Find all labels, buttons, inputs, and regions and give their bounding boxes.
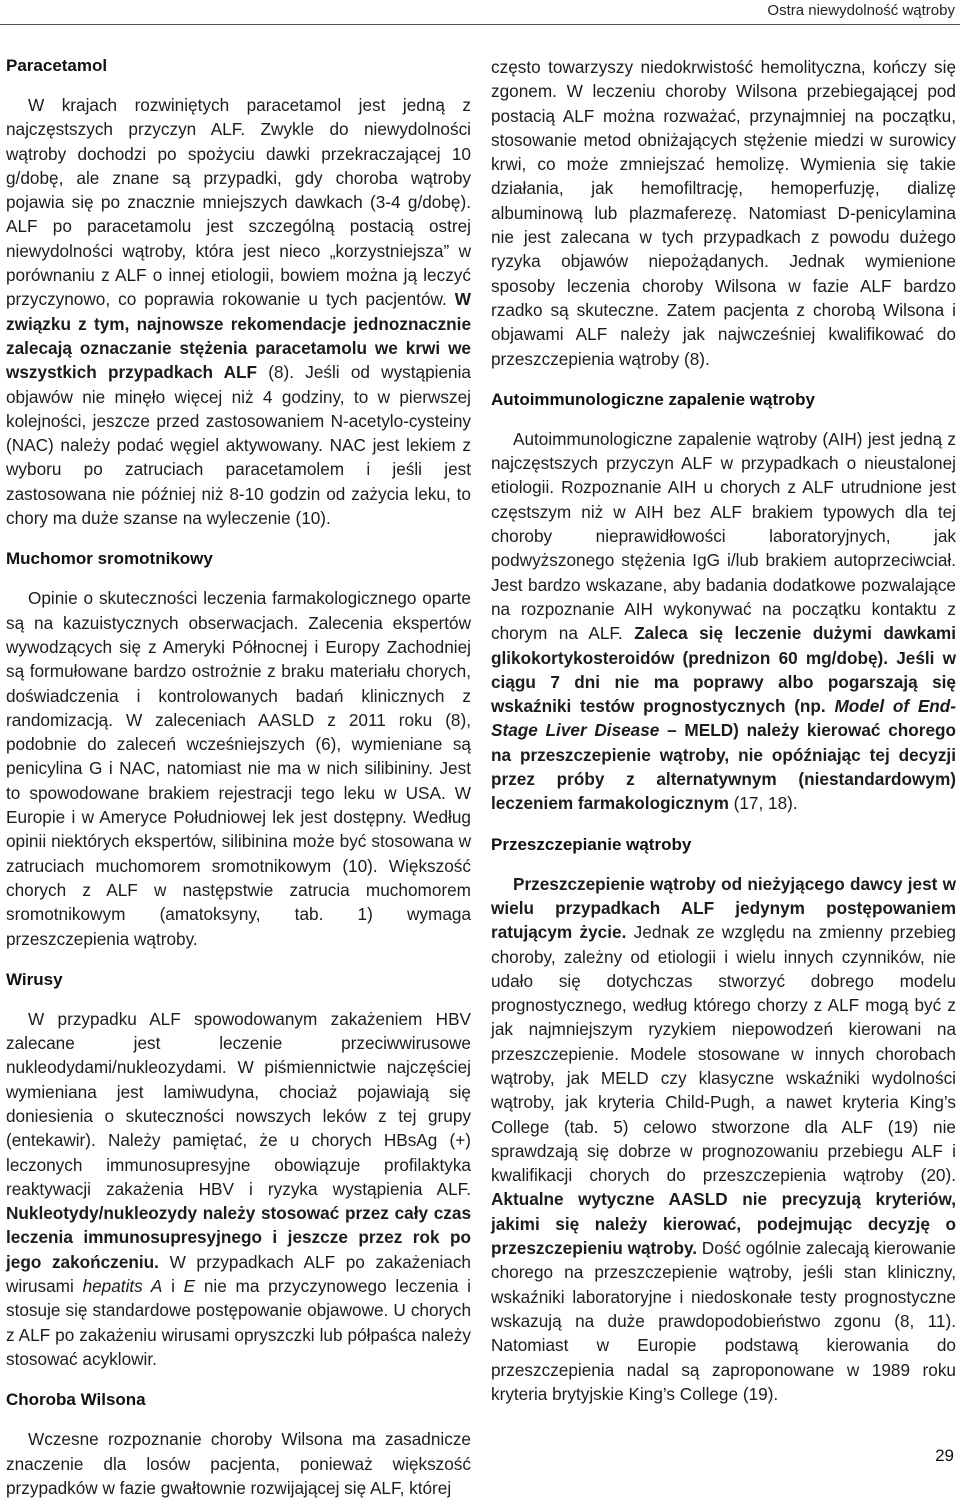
- header-rule: [0, 24, 960, 25]
- text-run: Dość ogólnie zalecają kierowanie chorego na przeszczepienie wątroby, jeśli stan kliniczny, wskaźniki laboratoryjne i niedoskonałe testy prognostyczne wskazują na duże prawdopodobieństwo zgonu (8, 11). Natomiast w Europie podstawą kierowania do przeszczepienia nadal są zaproponowane w 1989 roku kryteria brytyjskie King’s College (19).: [491, 1238, 956, 1404]
- page-number: 29: [935, 1446, 954, 1465]
- text-run: Jednak ze względu na zmienny przebieg choroby, zależny od etiologii i wielu innych czynników, nie udało się dotychczas stworzyć dobrego modelu prognostycznego, według którego chorzy z ALF mogą być z jak najmniejszym ryzykiem niepowodzeń kierowani na przeszczepienie. Modele stosowane w innych chorobach wątroby, jak MELD czy klasyczne wskaźniki wydolności wątroby, jak kryteria Child-Pugh, a nawet kryteria King’s College (tab. 5) celowo stworzone dla ALF (19) nie sprawdzają się dobrze w prognozowaniu przebiegu ALF i kwalifikacji chorych do przeszczepienia wątroby (20).: [491, 922, 956, 1186]
- bold-run: Przeszczepienie wątroby od nieżyjącego dawcy jest w wielu przypadkach ALF jedynym postępowaniem ratującym życie.: [491, 873, 956, 943]
- text-run: i: [162, 1276, 184, 1297]
- bold-italic-run: Model of End-Stage Liver Disease: [491, 696, 956, 741]
- right-column: [491, 55, 956, 1406]
- paragraph-wirusy: [6, 1007, 471, 1371]
- text-run: (8). Jeśli od wystąpienia objawów nie minęło więcej niż 4 godziny, to w pierwszej kolejności, jeszcze przed zastosowaniem N-acetylo-cysteiny (NAC) należy podać węgiel aktywowany. NAC jest lekiem z wyboru po zatruciach paracetamolem i jeśli jest zastosowana nie później niż 8-10 godzin od zażycia leku, to chory ma duże szanse na wyleczenie (10).: [6, 362, 471, 529]
- text-run: W przypadkach ALF po zakażeniach wirusami: [6, 1251, 471, 1297]
- italic-run: hepatits A: [82, 1276, 163, 1297]
- paragraph-wilson: Wczesne rozpoznanie choroby Wilsona ma zasadnicze znaczenie dla losów pacjenta, ponieważ większość przypadków w fazie gwałtownie rozwijającej się ALF, której: [6, 1429, 471, 1498]
- italic-run: E: [183, 1276, 196, 1297]
- text-run: W krajach rozwiniętych paracetamol jest jedną z najczęstszych przyczyn ALF. Zwykle do niewydolności wątroby dochodzi po spożyciu dawki przekraczającej 10 g/dobę, ale znane są przypadki, gdy choroba wątroby pojawia się po znacznie mniejszych dawkach (3-4 g/dobę). ALF po paracetamolu jest szczególną postacią ostrej niewydolności wątroby, która jest nieco „korzystniejsza” w porównaniu z ALF o innej etiologii, bowiem można ją leczyć przyczynowo, co poprawia rokowanie u tych pacjentów.: [6, 95, 471, 310]
- bold-run: W związku z tym, najnowsze rekomendacje jednoznacznie zalecają oznaczanie stężenia paracetamolu we krwi we wszystkich przypadkach ALF: [6, 289, 471, 383]
- heading-wilson: Choroba Wilsona: [6, 1390, 146, 1410]
- paragraph-wilson-continued: często towarzyszy niedokrwistość hemolityczna, kończy się zgonem. W leczeniu choroby Wilsona przebiegającej pod postacią ALF można rozważać, przynajmniej na początku, stosowanie metod obniżających stężenie miedzi w surowicy krwi, co może zmniejszać hemolizę. Wymienia się takie działania, jak hemofiltrację, hemoperfuzję, dializę albuminową lub plazmaferezę. Natomiast D-penicylamina nie jest zalecana w tych przypadkach z powodu dużego ryzyka objawów niepożądanych. Jednak wymienione sposoby leczenia choroby Wilsona w fazie ALF bardzo rzadko są skuteczne. Zatem pacjenta z chorobą Wilsona i objawami ALF należy jak najwcześniej kwalifikować do przeszczepienia wątroby (8).: [491, 57, 956, 369]
- paragraph-przeszczep: [491, 872, 956, 1407]
- heading-wirusy: Wirusy: [6, 969, 63, 989]
- text-run: Autoimmunologiczne zapalenie wątroby (AIH) jest jedną z najczęstszych przyczyn ALF w przypadkach o nieustalonej etiologii. Rozpoznanie AIH u chorych z ALF utrudnione jest częstszym niż w AIH bez ALF brakiem typowych dla tej choroby nieprawidłowości laboratoryjnych, jak podwyższonego stężenia IgG i/lub brakiem autoprzeciwciał. Jest bardzo wskazane, aby badania dodatkowe pozwalające na rozpoznanie AIH wykonywać na początku kontaktu z chorym na ALF.: [491, 428, 956, 644]
- heading-muchomor: Muchomor sromotnikowy: [6, 549, 213, 569]
- bold-run: – MELD) należy kierować chorego na przeszczepienie wątroby, nie opóźniając tej decyzji przez próby z alternatywnym (niestandardowym) leczeniem farmakologicznym: [491, 720, 957, 814]
- text-run: W przypadku ALF spowodowanym zakażeniem HBV zalecane jest leczenie przeciwwirusowe nukleodydami/nukleozydami. W piśmiennictwie najczęściej wymieniana jest lamiwudyna, chociaż pojawiają się doniesienia o skuteczności nowszych leków z tej grupy (entekawir). Należy pamiętać, że u chorych HBsAg (+) leczonych immunosupresyjne obowiązuje profilaktyka reaktywacji zakażenia HBV i ryzyka wystąpienia ALF.: [6, 1008, 471, 1199]
- heading-paracetamol: Paracetamol: [6, 56, 108, 75]
- bold-run: Zaleca się leczenie dużymi dawkami glikokortykosteroidów (prednizon 60 mg/dobę). Jeśli w ciągu 7 dni nie ma poprawy albo pogarszają się wskaźniki testów prognostycznych (np.: [491, 623, 956, 717]
- bold-run: Aktualne wytyczne AASLD nie precyzują kryteriów, jakimi się należy kierować, podejmując decyzję o przeszczepieniu wątroby.: [491, 1189, 956, 1259]
- text-run: (17, 18).: [728, 793, 798, 814]
- bold-run: Nukleotydy/nukleozydy należy stosować przez cały czas leczenia immunosupresyjnego i jeszcze przez rok po jego zakończeniu.: [6, 1203, 471, 1272]
- paragraph-paracetamol: [6, 93, 471, 530]
- running-head: Ostra niewydolność wątroby: [767, 2, 955, 19]
- paragraph-muchomor: Opinie o skuteczności leczenia farmakologicznego oparte są na kazuistycznych obserwacjach. Zalecenia ekspertów wywodzących się z Ameryki Północnej i Europy Zachodniej są formułowane bardzo ostrożnie z braku materiału chorych, doświadczenia i kontrolowanych badań klinicznych z randomizacją. W zaleceniach AASLD z 2011 roku (8), podobnie do zaleceń wcześniejszych (6), wymieniane są penicylina G i NAC, natomiast nie ma w nich silibininy. Jest to spowodowane brakiem rejestracji tego leku w USA. W Europie i w Ameryce Południowej lek jest dostępny. Według opinii niektórych ekspertów, silibinina może być stosowana w zatruciach muchomorem sromotnikowym (10). Większość chorych z ALF w następstwie zatrucia muchomorem sromotnikowym (amatoksyny, tab. 1) wymaga przeszczepienia wątroby.: [6, 588, 471, 949]
- left-column: [6, 55, 471, 1500]
- heading-przeszczep: Przeszczepianie wątroby: [491, 834, 692, 854]
- heading-aih: Autoimmunologiczne zapalenie wątroby: [491, 389, 815, 409]
- paragraph-aih: [491, 427, 956, 816]
- text-run: nie ma przyczynowego leczenia i stosuje się standardowe postępowanie objawowe. U chorych z ALF po zakażeniu wirusami opryszczki lub półpaśca należy stosować acyklowir.: [6, 1276, 472, 1369]
